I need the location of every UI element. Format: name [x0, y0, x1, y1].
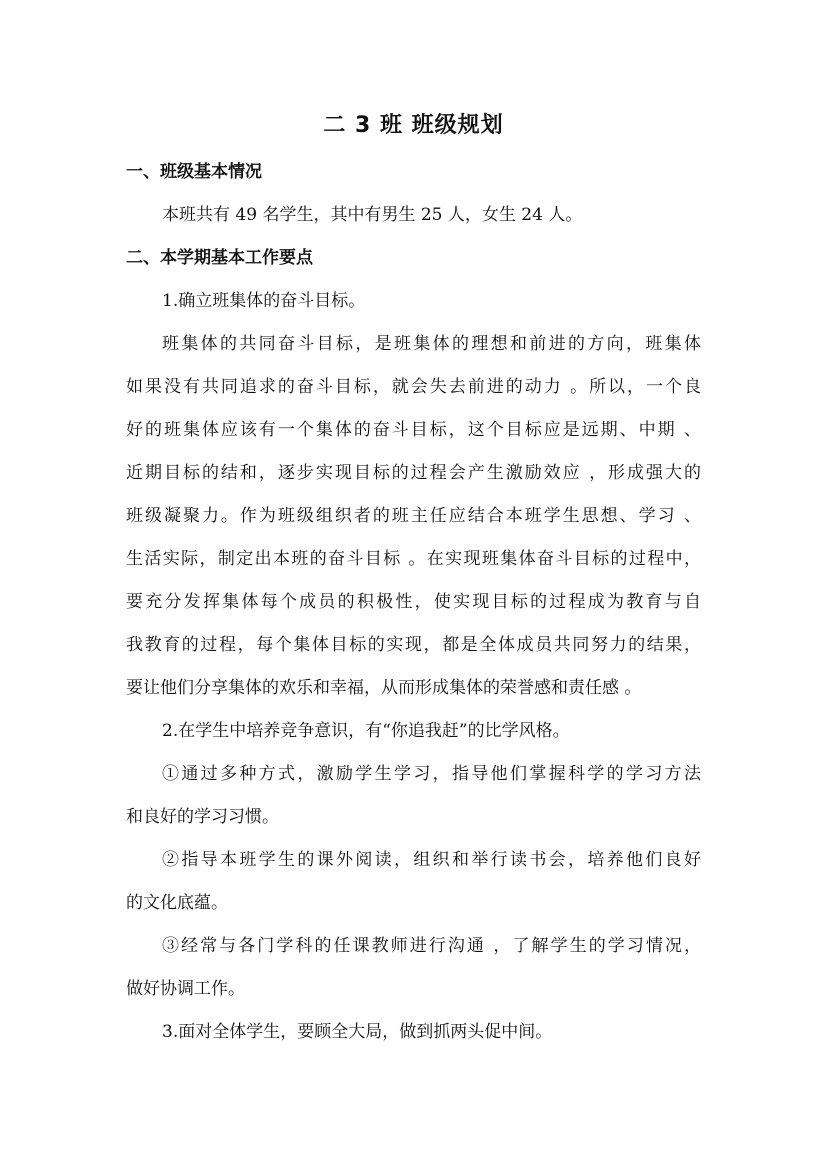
paragraph-line: 生活实际，制定出本班的奋斗目标 。在实现班集体奋斗目标的过程中，: [126, 549, 701, 569]
sub-item-3-line: 做好协调工作。: [126, 979, 245, 999]
document-title: 二 3 班 班级规划: [323, 113, 504, 138]
class-size-text: 本班共有 49 名学生，其中有男生 25 人，女生 24 人。: [162, 205, 583, 225]
paragraph-line: 班集体的共同奋斗目标，是班集体的理想和前进的方向，班集体: [162, 334, 701, 354]
paragraph-line: 要让他们分享集体的欢乐和幸福，从而形成集体的荣誉感和责任感 。: [126, 678, 642, 698]
section-heading-basic-info: 一、班级基本情况: [126, 162, 262, 182]
paragraph-line: 我教育的过程，每个集体目标的实现，都是全体成员共同努力的结果，: [126, 635, 701, 655]
sub-item-2-line: 的文化底蕴。: [126, 893, 228, 913]
sub-item-1-line: 和良好的学习习惯。: [126, 807, 279, 827]
item-1-title: 1.确立班集体的奋斗目标。: [162, 291, 366, 311]
sub-item-2-line: ②指导本班学生的课外阅读，组织和举行读书会，培养他们良好: [162, 850, 701, 870]
item-2-title: 2.在学生中培养竞争意识，有“你追我赶”的比学风格。: [162, 721, 570, 741]
sub-item-1-line: ①通过多种方式，激励学生学习，指导他们掌握科学的学习方法: [162, 764, 701, 784]
paragraph-line: 班级凝聚力。作为班级组织者的班主任应结合本班学生思想、学习 、: [126, 506, 701, 526]
section-heading-work-points: 二、本学期基本工作要点: [126, 248, 313, 268]
paragraph-line: 好的班集体应该有一个集体的奋斗目标，这个目标应是远期、中期 、: [126, 420, 701, 440]
paragraph-line: 要充分发挥集体每个成员的积极性，使实现目标的过程成为教育与自: [126, 592, 701, 612]
paragraph-line: 如果没有共同追求的奋斗目标，就会失去前进的动力 。所以，一个良: [126, 377, 701, 397]
paragraph-line: 近期目标的结和，逐步实现目标的过程会产生激励效应 ，形成强大的: [126, 463, 701, 483]
item-3-title: 3.面对全体学生，要顾全大局，做到抓两头促中间。: [162, 1022, 553, 1042]
sub-item-3-line: ③经常与各门学科的任课教师进行沟通 ，了解学生的学习情况，: [162, 936, 701, 956]
